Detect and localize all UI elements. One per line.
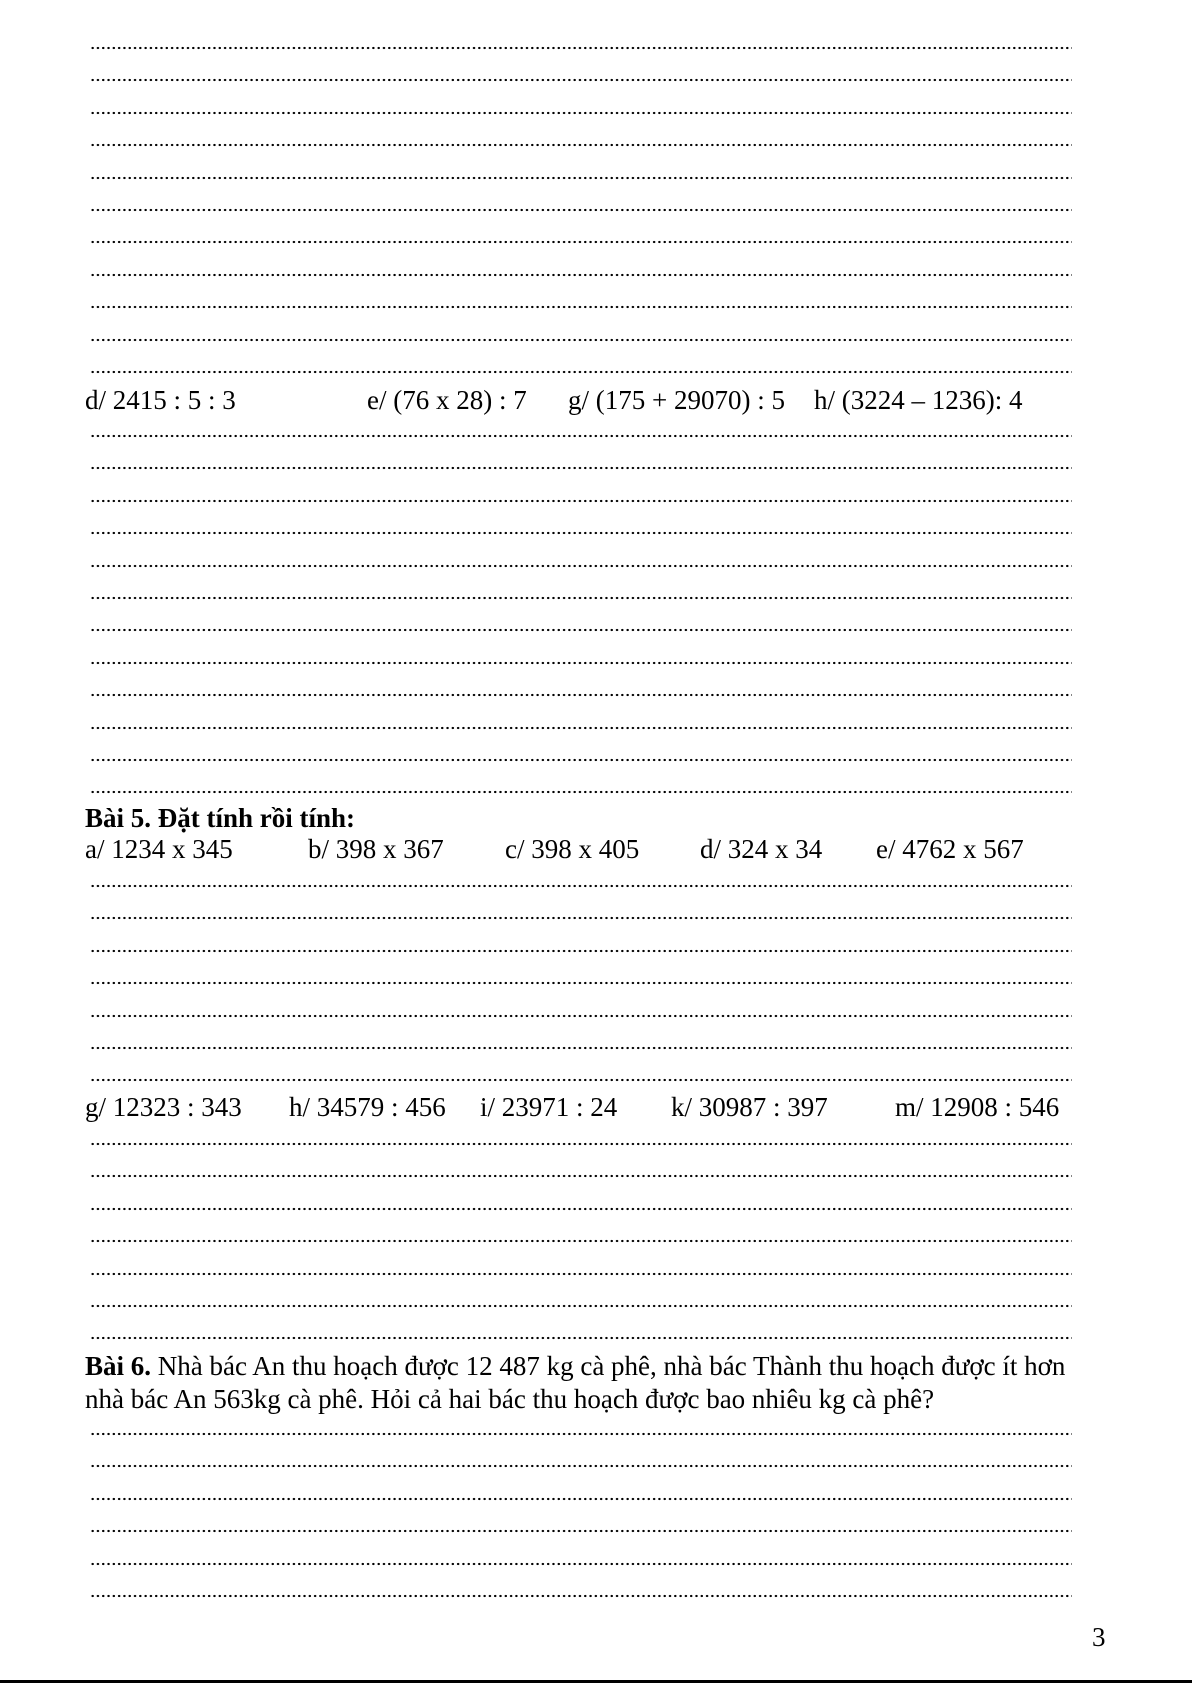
dotted-answer-line [90, 789, 1072, 795]
dotted-answer-line [90, 915, 1072, 921]
exercise-d: d/ 2415 : 5 : 3 [85, 385, 236, 415]
dotted-answer-line [90, 239, 1072, 245]
bai5-g: g/ 12323 : 343 [85, 1092, 242, 1122]
dotted-answer-line [90, 272, 1072, 278]
dotted-answer-line [90, 337, 1072, 343]
bottom-edge [0, 1680, 1192, 1683]
dotted-answer-line [90, 1303, 1072, 1309]
dotted-answer-line [90, 433, 1072, 439]
dotted-answer-line [90, 110, 1072, 116]
bai5-c: c/ 398 x 405 [505, 834, 640, 864]
dotted-answer-line [90, 757, 1072, 763]
bai5-i: i/ 23971 : 24 [480, 1092, 618, 1122]
bai6-line1 [85, 1350, 1065, 1382]
dotted-answer-line [90, 1335, 1072, 1341]
bai5-e: e/ 4762 x 567 [876, 834, 1024, 864]
dotted-answer-line [90, 465, 1072, 471]
dotted-answer-line [90, 725, 1072, 731]
bai5-heading: Bài 5. Đặt tính rồi tính: [85, 803, 356, 833]
dotted-answer-line [90, 595, 1072, 601]
bai6-text-1: Nhà bác An thu hoạch được 12 487 kg cà phê, nhà bác Thành thu hoạch được ít hơn [151, 1351, 1066, 1381]
bai6-line2: nhà bác An 563kg cà phê. Hỏi cả hai bác thu hoạch được bao nhiêu kg cà phê? [85, 1384, 935, 1414]
exercise-h: h/ (3224 – 1236): 4 [814, 385, 1023, 415]
dotted-answer-line [90, 45, 1072, 51]
bai5-m: m/ 12908 : 546 [895, 1092, 1060, 1122]
exercise-e: e/ (76 x 28) : 7 [367, 385, 527, 415]
dotted-answer-line [90, 530, 1072, 536]
dotted-answer-line [90, 563, 1072, 569]
dotted-answer-line [90, 1463, 1072, 1469]
exercise-g: g/ (175 + 29070) : 5 [568, 385, 785, 415]
dotted-answer-line [90, 1593, 1072, 1599]
bai5-a: a/ 1234 x 345 [85, 834, 233, 864]
dotted-answer-line [90, 1173, 1072, 1179]
dotted-answer-line [90, 498, 1072, 504]
dotted-answer-line [90, 207, 1072, 213]
dotted-answer-line [90, 369, 1072, 375]
dotted-answer-line [90, 692, 1072, 698]
dotted-answer-line [90, 142, 1072, 148]
bai6-label: Bài 6. [85, 1351, 152, 1381]
dotted-answer-line [90, 1077, 1072, 1083]
dotted-answer-line [90, 883, 1072, 889]
page-number: 3 [1092, 1622, 1106, 1652]
dotted-answer-line [90, 1238, 1072, 1244]
bai5-k: k/ 30987 : 397 [671, 1092, 828, 1122]
dotted-answer-line [90, 1141, 1072, 1147]
dotted-answer-line [90, 1431, 1072, 1437]
dotted-answer-line [90, 304, 1072, 310]
dotted-answer-line [90, 1045, 1072, 1051]
dotted-answer-line [90, 1206, 1072, 1212]
dotted-answer-line [90, 1271, 1072, 1277]
dotted-answer-line [90, 948, 1072, 954]
dotted-answer-line [90, 660, 1072, 666]
bai5-d: d/ 324 x 34 [700, 834, 823, 864]
dotted-answer-line [90, 175, 1072, 181]
dotted-answer-line [90, 1013, 1072, 1019]
dotted-answer-line [90, 1528, 1072, 1534]
bai5-h: h/ 34579 : 456 [289, 1092, 446, 1122]
bai5-b: b/ 398 x 367 [308, 834, 444, 864]
dotted-answer-line [90, 627, 1072, 633]
dotted-answer-line [90, 1561, 1072, 1567]
dotted-answer-line [90, 77, 1072, 83]
dotted-answer-line [90, 1496, 1072, 1502]
dotted-answer-line [90, 980, 1072, 986]
